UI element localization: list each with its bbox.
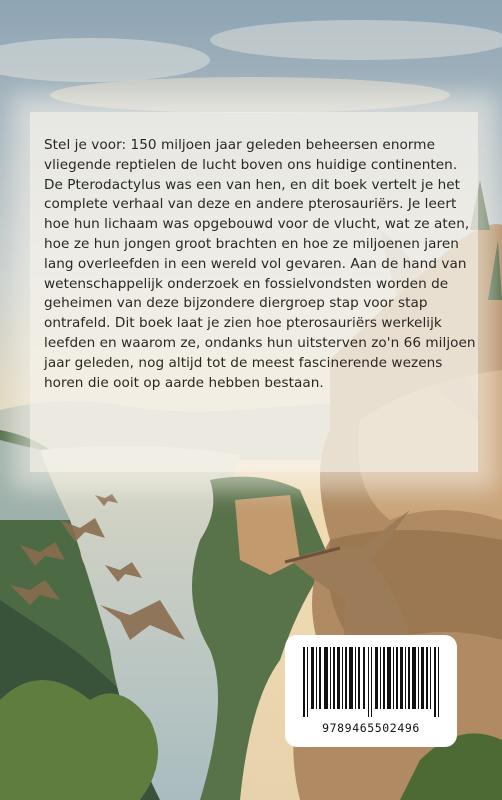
back-cover-blurb: Stel je voor: 150 miljoen jaar geleden beheersen enorme vliegende reptielen de lucht boven ons huidige continenten. De Pterodactylus was een van hen, en dit boek vertelt je het complete verhaal van deze en andere pterosauriërs. Je leert hoe hun lichaam was opgebouwd voor de vlucht, wat ze aten, hoe ze hun jongen groot brachten en hoe ze miljoenen jaren lang overleefden in een wereld vol gevaren. Aan de hand van wetenschappelijk onderzoek en fossielvondsten worden de geheimen van deze bijzondere diergroep stap voor stap ontrafeld. Dit boek laat je zien hoe pterosauriërs werkelijk leefden en waarom ze, ondanks hun uitsterven zo'n 66 miljoen jaar geleden, nog altijd tot de meest fascinerende wezens horen die ooit op aarde hebben bestaan. [44, 137, 476, 391]
barcode-icon [301, 647, 441, 717]
isbn-number: 9789465502496 [322, 721, 420, 735]
isbn-barcode-box [285, 635, 457, 747]
